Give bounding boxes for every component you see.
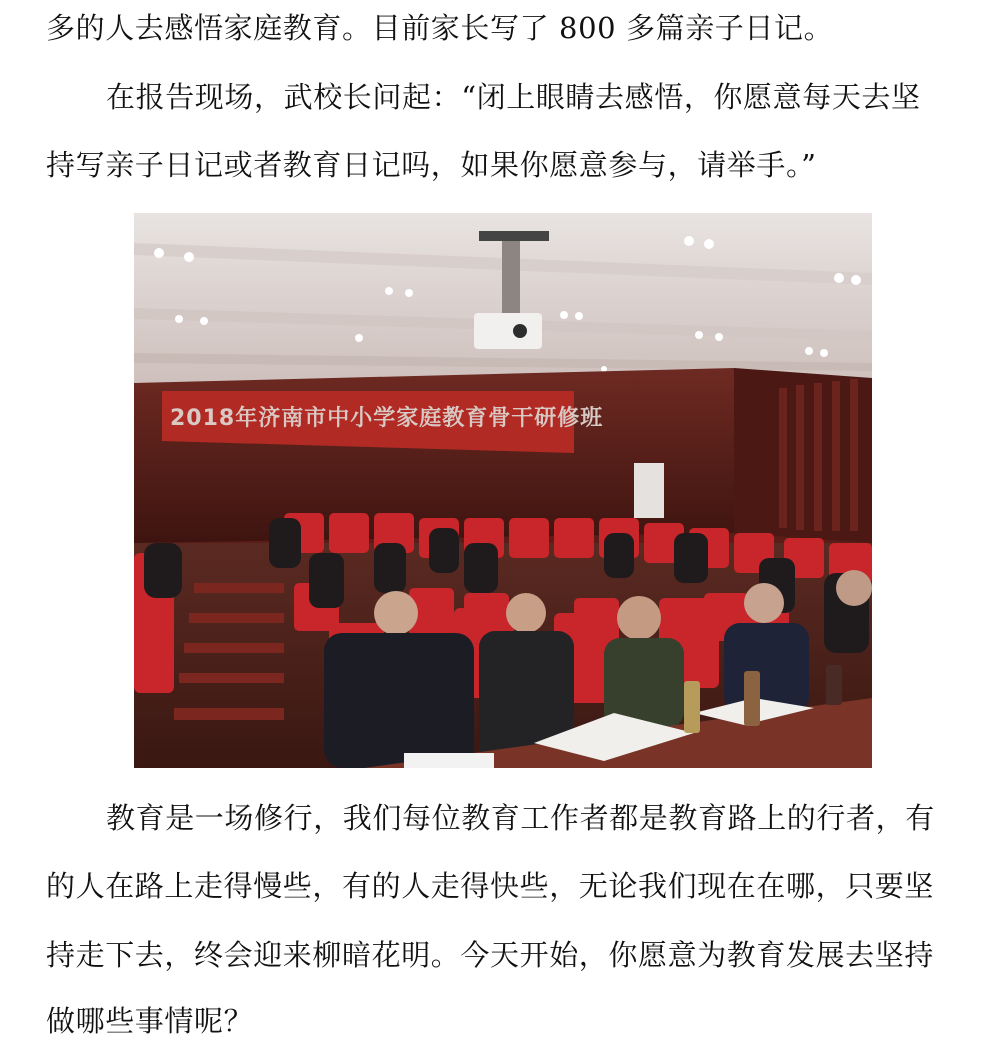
- paragraph-line: 持走下去，终会迎来柳暗花明。今天开始，你愿意为教育发展去坚持: [46, 938, 935, 972]
- paragraph-line: 的人在路上走得慢些，有的人走得快些，无论我们现在在哪，只要坚: [46, 869, 935, 903]
- paragraph-line: 在报告现场，武校长问起：“闭上眼睛去感悟，你愿意每天去坚: [106, 80, 921, 114]
- paragraph-line: 持写亲子日记或者教育日记吗，如果你愿意参与，请举手。”: [46, 148, 817, 182]
- paragraph-line: 做哪些事情呢？: [46, 1004, 254, 1038]
- paragraph-line: 教育是一场修行，我们每位教育工作者都是教育路上的行者，有: [106, 801, 935, 835]
- paragraph-line: 多的人去感悟家庭教育。目前家长写了 800 多篇亲子日记。: [46, 11, 834, 45]
- conference-photo: [134, 213, 872, 768]
- banner-text: 2018年济南市中小学家庭教育骨干研修班: [170, 406, 604, 431]
